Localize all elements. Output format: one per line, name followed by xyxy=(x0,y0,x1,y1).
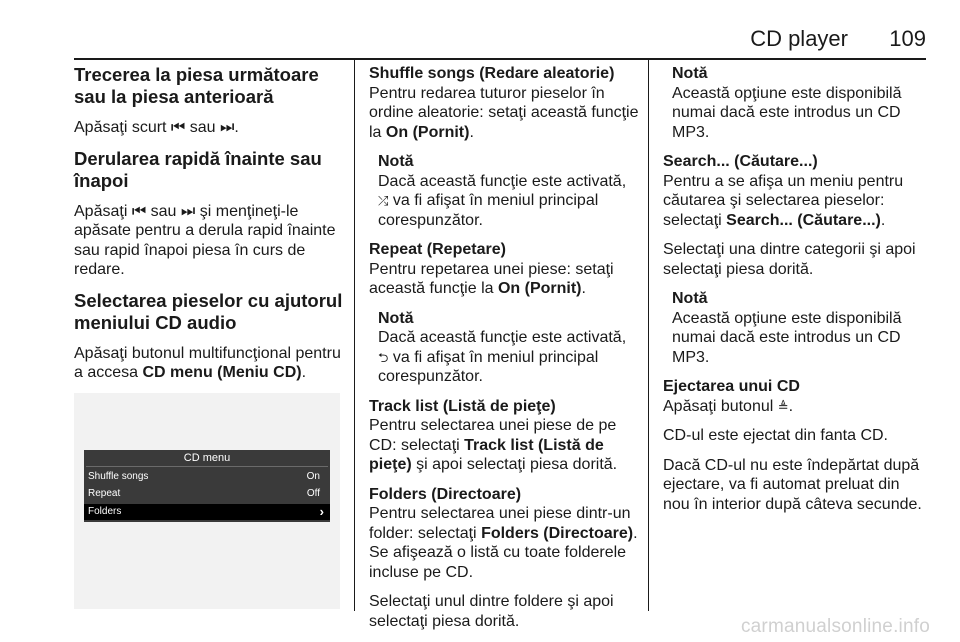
paragraph-cd-menu: Apăsaţi butonul multifuncţional pentru a accesa CD menu (Meniu CD). xyxy=(74,344,341,381)
heading-shuffle: Shuffle songs (Redare aleatorie) xyxy=(369,65,615,82)
heading-track-list: Track list (Listă de pieţe) xyxy=(369,397,556,415)
heading-folders: Folders (Directoare) xyxy=(369,485,522,503)
repeat-icon: ⮌ xyxy=(378,349,389,365)
note-shuffle: Notă Dacă această funcţie este activată, ⤮ va fi afişat în meniul principal corespunzător. xyxy=(369,152,639,230)
cd-menu-screenshot xyxy=(74,393,340,609)
paragraph-track-list: Pentru selectarea unei piese de pe CD: selectaţi Track list (Listă de pieţe) şi apoi selectaţi piesa dorită. xyxy=(369,417,618,473)
shuffle-icon: ⤮ xyxy=(378,193,389,208)
page-number: 109 xyxy=(889,26,926,51)
chevron-right-icon: › xyxy=(319,504,324,519)
menu-row-shuffle: Shuffle songs On xyxy=(88,471,320,482)
paragraph-next-track: Apăsaţi scurt ⏮ sau ⏭. xyxy=(74,119,239,136)
column-2 xyxy=(369,64,639,641)
note-label: Notă xyxy=(378,309,414,327)
paragraph-folders: Pentru selectarea unei piese dintr-un folder: selectaţi Folders (Directoare). Se afişează o listă cu toate folderele incluse pe CD. xyxy=(369,505,638,581)
note-label: Notă xyxy=(378,153,414,170)
paragraph-folders-2: Selectaţi unul dintre foldere şi apoi selectaţi piesa dorită. xyxy=(369,593,614,630)
watermark: carmanualsonline.info xyxy=(740,616,930,637)
paragraph-shuffle: Pentru redarea tuturor pieselor în ordine aleatorie: setaţi această funcţie la On (Pornit). xyxy=(369,84,639,141)
column-1 xyxy=(74,64,348,393)
menu-row-folders: Folders › xyxy=(84,504,330,520)
screen-title: CD menu xyxy=(183,452,231,464)
note-label: Notă xyxy=(672,290,708,307)
paragraph-eject: Apăsaţi butonul ≜. xyxy=(663,397,794,415)
column-divider-2 xyxy=(648,58,649,611)
page-header xyxy=(0,26,960,56)
divider xyxy=(86,466,328,467)
eject-icon: ≜ xyxy=(777,398,789,414)
paragraph-eject-3: Dacă CD-ul nu este îndepărtat după ejectare, va fi automat preluat din nou în interior după câteva secunde. xyxy=(663,456,922,513)
column-3 xyxy=(663,64,927,524)
note-mp3-2: Notă Această opţiune este disponibilă numai dacă este introdus un CD MP3. xyxy=(663,289,927,367)
heading-next-track: Trecerea la piesa următoare sau la piesa anterioară xyxy=(74,64,319,107)
paragraph-search: Pentru a se afişa un meniu pentru căutarea şi selectarea pieselor: selectaţi Search... (Căutare...). xyxy=(663,172,904,229)
column-divider-1 xyxy=(354,58,355,611)
cd-menu-screen xyxy=(84,450,330,522)
paragraph-fast-forward: Apăsaţi ⏮ sau ⏭ şi menţineţi-le apăsate pentru a derula rapid înainte sau rapid înapoi piesa în curs de redare. xyxy=(74,202,336,278)
heading-cd-menu: Selectarea pieselor cu ajutorul meniului CD audio xyxy=(74,289,343,333)
section-title: CD player xyxy=(750,26,848,51)
heading-search: Search... (Căutare...) xyxy=(663,153,818,170)
paragraph-repeat: Pentru repetarea unei piese: setaţi această funcţie la On (Pornit). xyxy=(369,260,614,297)
heading-repeat: Repeat (Repetare) xyxy=(369,241,506,258)
paragraph-eject-2: CD-ul este ejectat din fanta CD. xyxy=(663,427,888,444)
note-repeat: Notă Dacă această funcţie este activată, ⮌ va fi afişat în meniul principal corespunzător. xyxy=(369,309,639,387)
menu-row-repeat: Repeat Off xyxy=(88,488,320,499)
heading-fast-forward: Derularea rapidă înainte sau înapoi xyxy=(74,147,322,191)
note-label: Notă xyxy=(672,65,708,82)
note-mp3: Notă Această opţiune este disponibilă numai dacă este introdus un CD MP3. xyxy=(663,64,927,142)
paragraph-search-2: Selectaţi una dintre categorii şi apoi selectaţi piesa dorită. xyxy=(663,241,916,278)
heading-eject: Ejectarea unui CD xyxy=(663,378,800,395)
header-rule xyxy=(74,58,926,60)
